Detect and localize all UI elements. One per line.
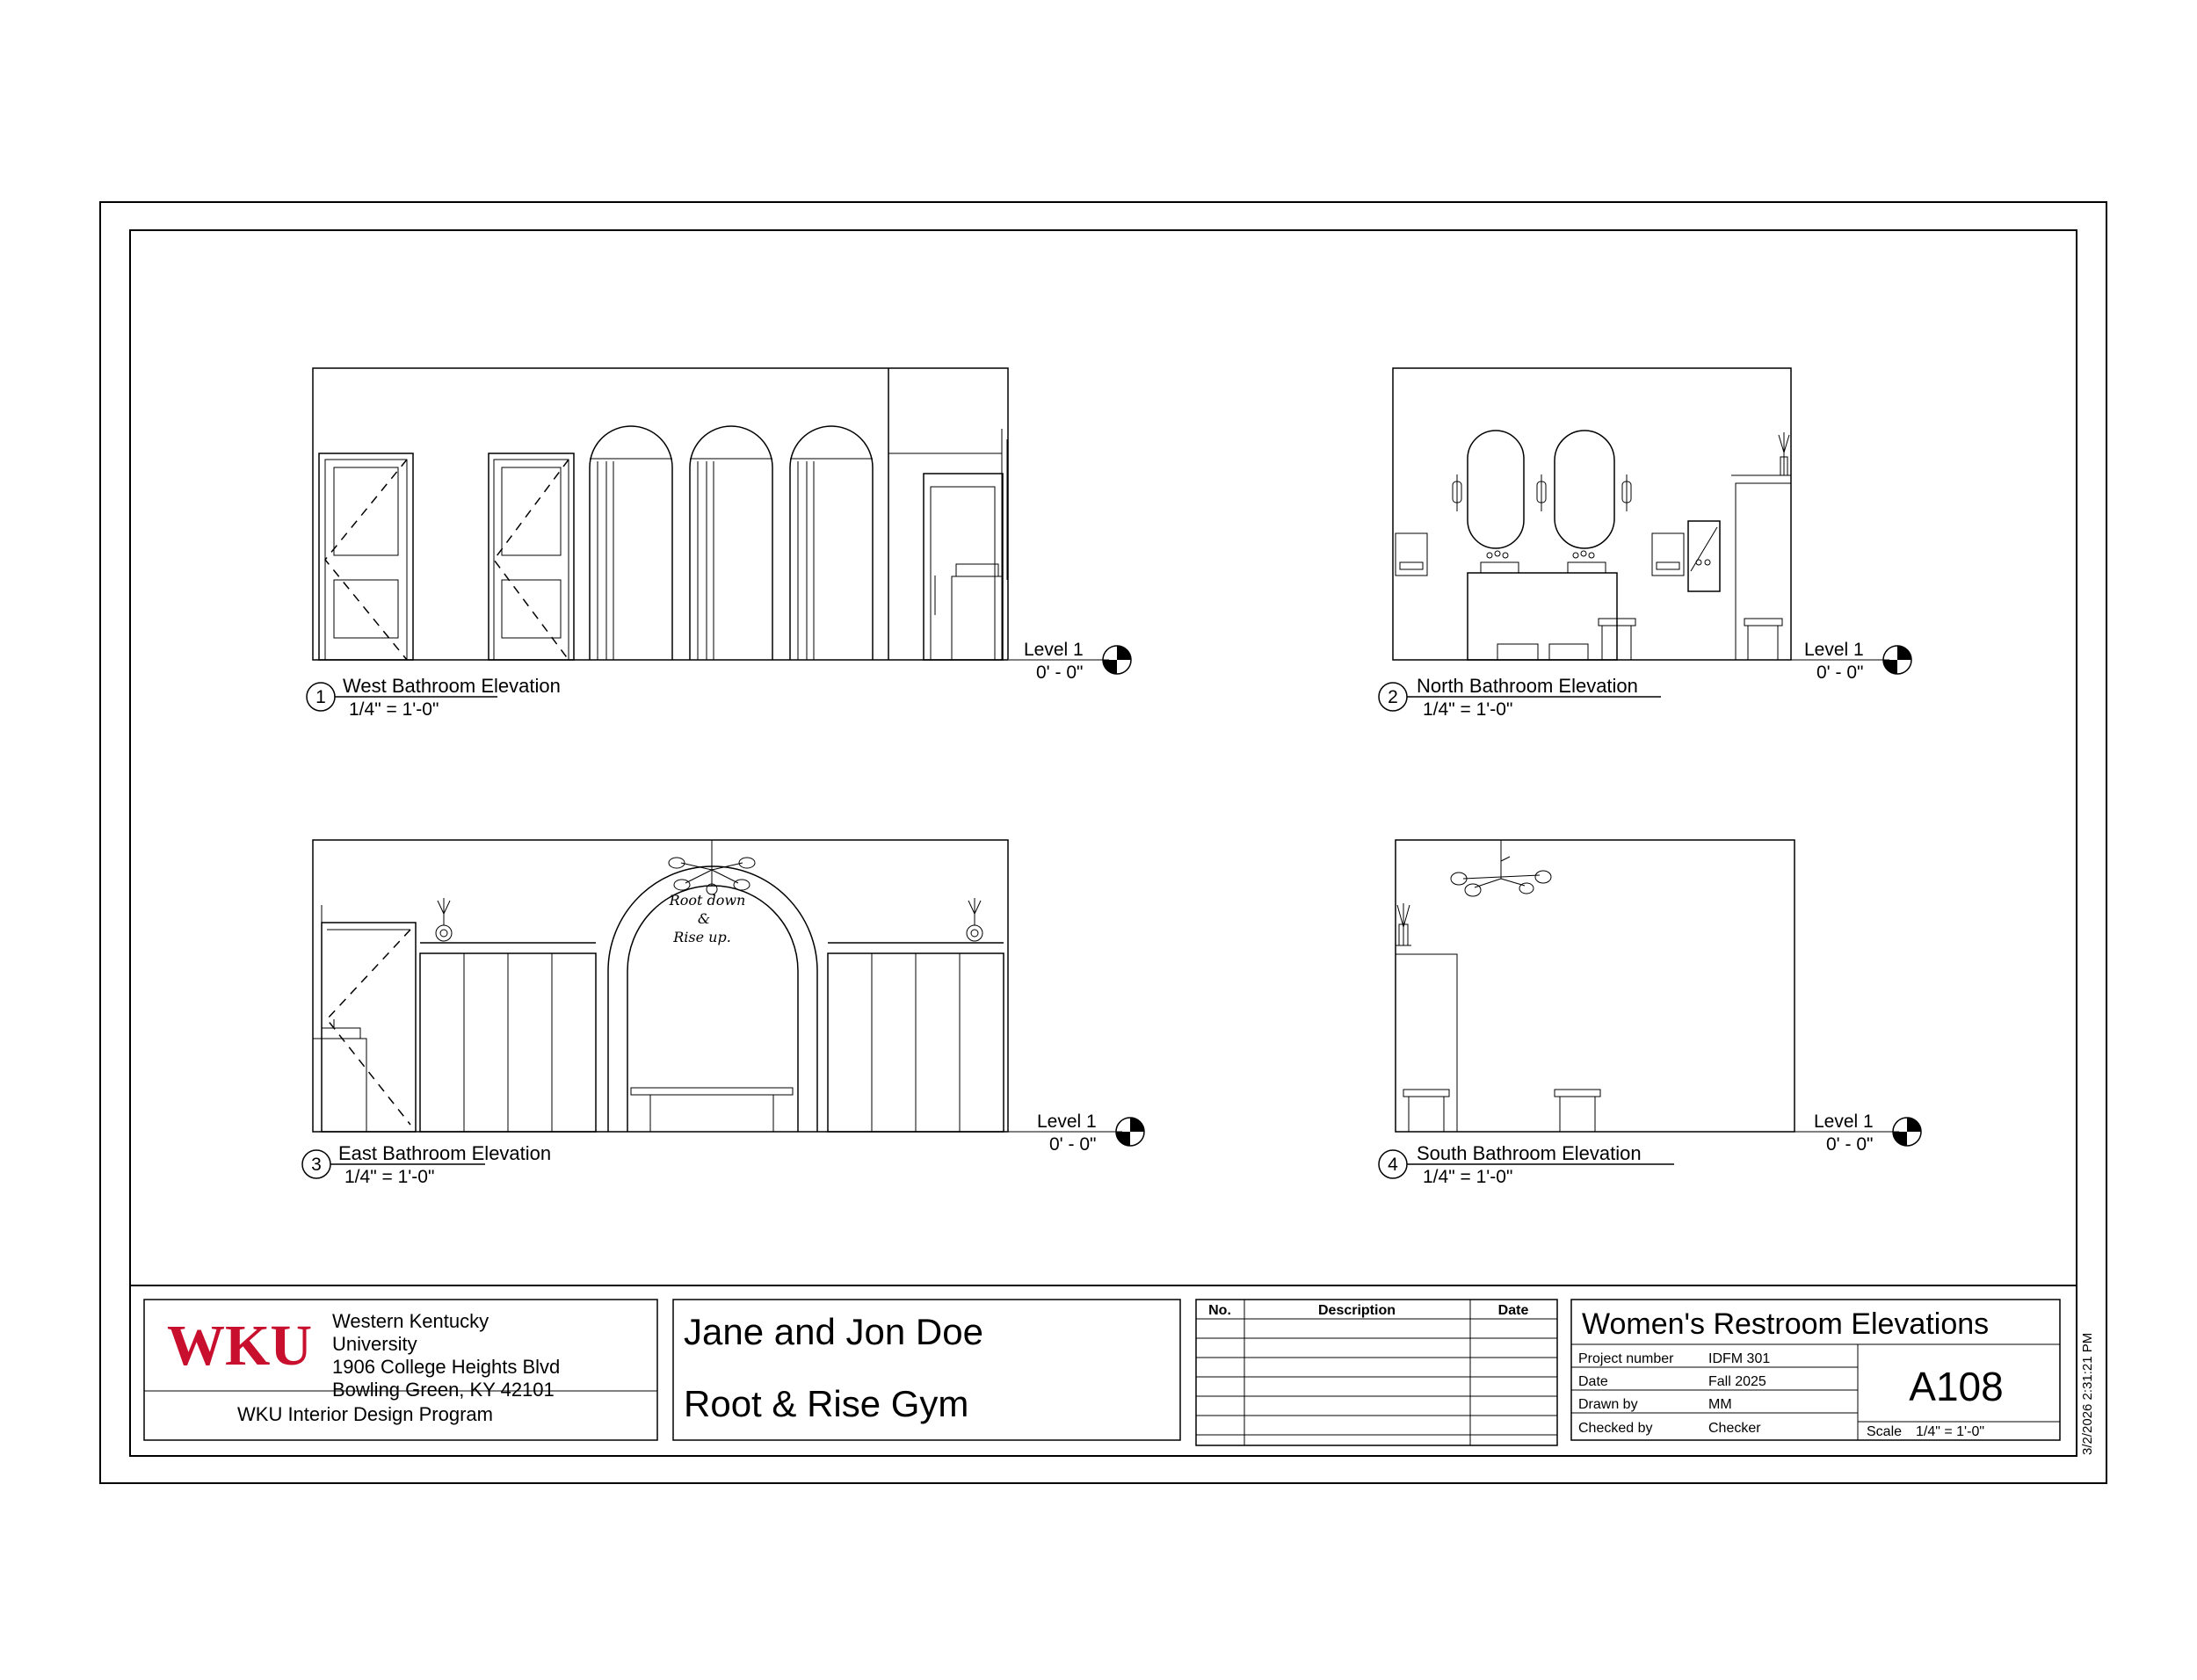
view-name-1: West Bathroom Elevation xyxy=(343,675,561,697)
level-marker-view-2 xyxy=(1791,640,1911,683)
sheet-number: A108 xyxy=(1909,1364,2004,1409)
view-number-1: 1 xyxy=(315,687,326,707)
scale-label: Scale xyxy=(1867,1424,1903,1439)
level-marker-view-1 xyxy=(1019,640,1131,683)
view-scale-2: 1/4" = 1'-0" xyxy=(1423,699,1513,720)
view-number-3: 3 xyxy=(311,1155,322,1175)
level-elevation-4: 0' - 0" xyxy=(1826,1134,1874,1155)
sheet-info-box xyxy=(1571,1300,2060,1440)
view-title-3 xyxy=(302,1142,551,1187)
wall-sign-line-1: Root down xyxy=(669,892,746,909)
date-value: Fall 2025 xyxy=(1708,1374,1766,1389)
wall-sign-line-2: & xyxy=(697,910,711,927)
project-name: Root & Rise Gym xyxy=(684,1383,969,1424)
view-title-1 xyxy=(307,675,561,720)
checked-by-label: Checked by xyxy=(1578,1421,1653,1436)
view-name-3: East Bathroom Elevation xyxy=(338,1142,552,1164)
level-name-4: Level 1 xyxy=(1814,1112,1874,1132)
inner-border xyxy=(130,230,2077,1456)
view-name-4: South Bathroom Elevation xyxy=(1417,1142,1642,1164)
program-name: WKU Interior Design Program xyxy=(237,1403,493,1425)
date-label: Date xyxy=(1578,1374,1608,1389)
level-marker-view-4 xyxy=(1795,1112,1921,1155)
school-info-box xyxy=(144,1300,657,1440)
client-name: Jane and Jon Doe xyxy=(684,1311,983,1352)
school-address-line-1: 1906 College Heights Blvd xyxy=(332,1356,561,1378)
outer-border xyxy=(100,202,2106,1483)
project-number-value: IDFM 301 xyxy=(1708,1351,1771,1366)
view-scale-1: 1/4" = 1'-0" xyxy=(349,699,439,720)
level-elevation-2: 0' - 0" xyxy=(1816,663,1864,683)
view-name-2: North Bathroom Elevation xyxy=(1417,675,1638,697)
east-elevation-drawing xyxy=(313,840,1008,1132)
school-name-line-1: Western Kentucky xyxy=(332,1310,489,1332)
scale-value: 1/4" = 1'-0" xyxy=(1916,1424,1985,1439)
west-elevation-drawing xyxy=(313,368,1019,660)
revision-table xyxy=(1196,1300,1557,1445)
rev-header-date: Date xyxy=(1497,1303,1529,1318)
level-name-1: Level 1 xyxy=(1024,640,1084,660)
drawn-by-value: MM xyxy=(1708,1397,1732,1412)
north-elevation-drawing xyxy=(1393,368,1791,660)
south-elevation-drawing xyxy=(1396,840,1795,1132)
project-info-box xyxy=(673,1300,1180,1440)
view-scale-4: 1/4" = 1'-0" xyxy=(1423,1167,1513,1187)
view-number-4: 4 xyxy=(1388,1155,1398,1175)
wku-logo: WKU xyxy=(167,1314,312,1378)
school-name-line-2: University xyxy=(332,1333,417,1355)
view-number-2: 2 xyxy=(1388,687,1398,707)
view-title-4 xyxy=(1379,1142,1674,1187)
level-elevation-3: 0' - 0" xyxy=(1049,1134,1097,1155)
level-name-2: Level 1 xyxy=(1804,640,1864,660)
level-elevation-1: 0' - 0" xyxy=(1036,663,1084,683)
project-number-label: Project number xyxy=(1578,1351,1674,1366)
rev-header-description: Description xyxy=(1317,1303,1396,1318)
level-marker-view-3 xyxy=(1008,1112,1144,1155)
school-address-line-2: Bowling Green, KY 42101 xyxy=(332,1379,555,1401)
drawn-by-label: Drawn by xyxy=(1578,1397,1638,1412)
wall-sign-line-3: Rise up. xyxy=(673,929,731,945)
rev-header-no: No. xyxy=(1208,1303,1231,1318)
sheet-title: Women's Restroom Elevations xyxy=(1582,1307,1990,1341)
level-name-3: Level 1 xyxy=(1037,1112,1097,1132)
print-timestamp: 3/2/2026 2:31:21 PM xyxy=(2080,1332,2095,1455)
view-scale-3: 1/4" = 1'-0" xyxy=(344,1167,435,1187)
checked-by-value: Checker xyxy=(1708,1421,1761,1436)
view-title-2 xyxy=(1379,675,1661,720)
